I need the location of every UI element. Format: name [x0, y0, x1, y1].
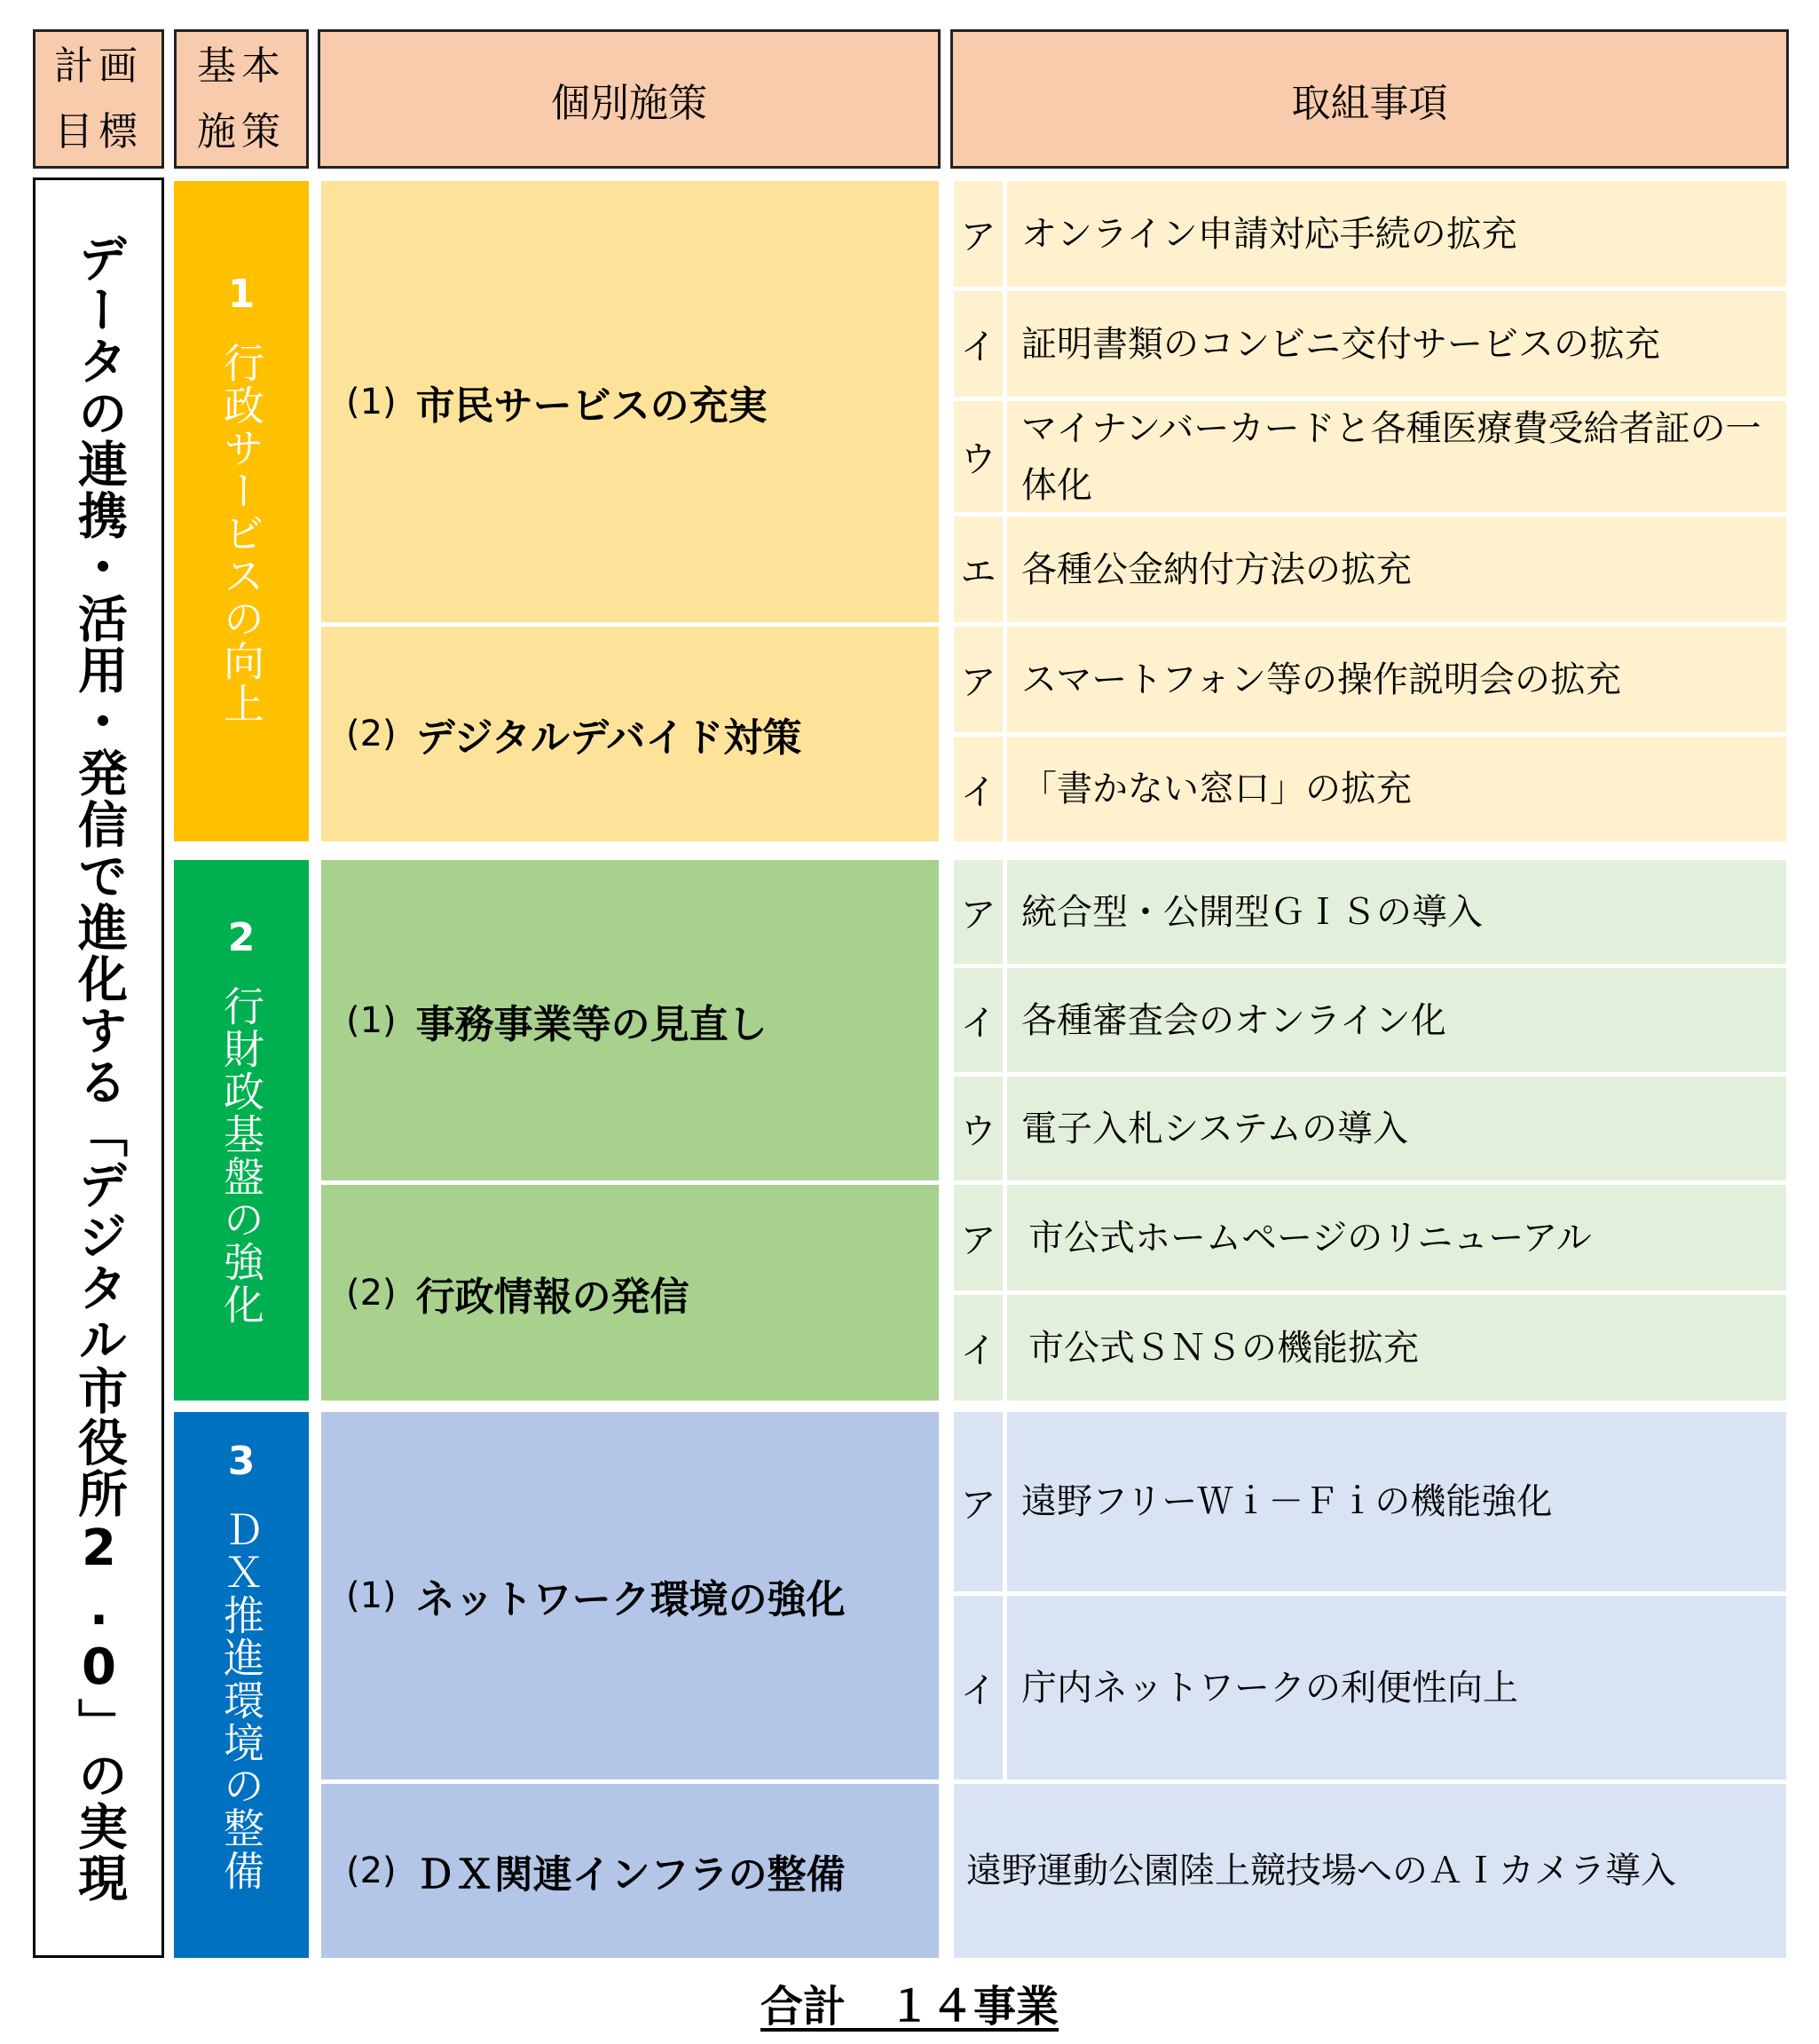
policy-1-1 [321, 181, 939, 622]
basic-policy-2 [174, 860, 309, 1401]
item-2-1-c-letter [954, 1077, 1003, 1180]
item-1-2-b-letter-text: イ [960, 771, 996, 813]
basic-policy-1-title: 行政サービスの向上 [217, 342, 265, 725]
total-label: 合計 １４事業 [760, 1982, 1059, 2032]
item-1-1-b [1007, 291, 1786, 397]
item-2-1-a-text: 統合型・公開型ＧＩＳの導入 [1021, 891, 1483, 933]
item-1-1-c-letter-text: ウ [960, 439, 996, 480]
policy-2-1-title: 事務事業等の見直し [415, 1001, 768, 1047]
policy-3-2-title: ＤＸ関連インフラの整備 [415, 1852, 846, 1898]
item-2-2-a-letter [954, 1185, 1003, 1290]
item-2-1-b-text: 各種審査会のオンライン化 [1021, 999, 1446, 1041]
item-2-1-b-letter-text: イ [960, 1003, 996, 1044]
header-plan-goal-line1: 計画 [54, 43, 143, 89]
item-2-1-b [1007, 968, 1786, 1072]
policy-1-2-number: (2) [346, 714, 397, 754]
item-3-1-b [1007, 1596, 1786, 1780]
item-1-1-c-text: マイナンバーカードと各種医療費受給者証の一体化 [1021, 407, 1761, 506]
item-1-1-d [1007, 517, 1786, 622]
item-1-1-d-letter [954, 517, 1003, 622]
policy-3-2-number: (2) [346, 1851, 397, 1891]
item-2-1-c-letter-text: ウ [960, 1111, 996, 1152]
item-3-1-a [1007, 1412, 1786, 1591]
item-1-1-c-letter [954, 401, 1003, 512]
policy-1-2-title: デジタルデバイド対策 [415, 715, 802, 761]
item-3-1-b-letter-text: イ [960, 1670, 996, 1711]
item-1-1-a-letter-text: ア [960, 217, 996, 257]
item-3-1-a-letter-text: ア [960, 1484, 996, 1526]
item-1-1-a-letter [954, 181, 1003, 287]
item-2-2-a-text: 市公式ホームページのリニューアル [1028, 1217, 1592, 1259]
plan-goal-text: データの連携・活用・発信で進化する「デジタル市役所2.0」の実現 [70, 232, 128, 1904]
item-2-1-a-letter-text: ア [960, 895, 996, 935]
policy-3-2 [321, 1784, 939, 1958]
header-basic-policy [174, 29, 309, 169]
policy-2-2-number: (2) [346, 1272, 397, 1314]
item-1-1-c [1007, 401, 1786, 512]
header-basic-policy-line2: 施策 [197, 108, 286, 154]
item-2-1-b-letter [954, 968, 1003, 1072]
item-2-2-b-letter-text: イ [960, 1330, 996, 1371]
item-3-1-b-text: 庁内ネットワークの利便性向上 [1021, 1667, 1518, 1709]
item-2-1-c [1007, 1077, 1786, 1180]
policy-2-1-number: (1) [346, 999, 397, 1041]
basic-policy-3-title: ＤＸ推進環境の整備 [217, 1509, 265, 1892]
item-1-1-b-text: 証明書類のコンビニ交付サービスの拡充 [1021, 323, 1660, 365]
item-1-2-b-letter [954, 737, 1003, 841]
item-3-1-a-text: 遠野フリーＷｉ－Ｆｉの機能強化 [1021, 1481, 1553, 1522]
basic-policy-1-number: 1 [227, 272, 256, 317]
header-basic-policy-line1: 基本 [197, 43, 286, 89]
item-3-1-b-letter [954, 1596, 1003, 1780]
policy-2-2 [321, 1185, 939, 1401]
policy-1-1-title: 市民サービスの充実 [415, 383, 768, 429]
policy-3-1-title: ネットワーク環境の強化 [415, 1577, 846, 1622]
item-1-2-a-text: スマートフォン等の操作説明会の拡充 [1021, 659, 1621, 700]
basic-policy-3-number: 3 [227, 1439, 256, 1484]
total-footer [0, 1972, 1819, 2034]
plan-goal-box [33, 178, 164, 1958]
item-2-2-b-text: 市公式ＳＮＳの機能拡充 [1028, 1327, 1419, 1369]
basic-policy-2-title: 行財政基盤の強化 [217, 985, 265, 1326]
item-2-1-c-text: 電子入札システムの導入 [1021, 1108, 1408, 1149]
item-2-1-a [1007, 860, 1786, 964]
item-2-2-a [1007, 1185, 1786, 1290]
policy-3-1 [321, 1412, 939, 1780]
item-2-1-a-letter [954, 860, 1003, 964]
policy-2-1 [321, 860, 939, 1180]
policy-1-2 [321, 627, 939, 841]
item-1-1-b-letter-text: イ [960, 327, 996, 367]
item-2-2-a-letter-text: ア [960, 1220, 996, 1261]
item-1-2-b-text: 「書かない窓口」の拡充 [1021, 769, 1412, 809]
item-1-1-a [1007, 181, 1786, 287]
item-3-2-a [954, 1784, 1786, 1958]
item-3-1-a-letter [954, 1412, 1003, 1591]
item-1-1-b-letter [954, 291, 1003, 397]
header-action-items-label: 取組事項 [1291, 80, 1448, 126]
item-2-2-b-letter [954, 1295, 1003, 1401]
header-individual-policy [318, 29, 941, 169]
item-1-1-a-text: オンライン申請対応手続の拡充 [1021, 213, 1517, 255]
item-1-2-a-letter-text: ア [960, 662, 996, 703]
header-plan-goal-line2: 目標 [54, 108, 143, 154]
policy-2-2-title: 行政情報の発信 [415, 1274, 689, 1320]
item-1-2-a-letter [954, 627, 1003, 732]
basic-policy-1 [174, 181, 309, 841]
item-1-1-d-letter-text: エ [960, 552, 996, 593]
header-plan-goal [33, 29, 164, 169]
item-3-2-a-text: 遠野運動公園陸上競技場へのＡＩカメラ導入 [966, 1851, 1676, 1891]
basic-policy-2-number: 2 [227, 915, 256, 960]
item-1-1-d-text: 各種公金納付方法の拡充 [1021, 548, 1412, 590]
item-2-2-b [1007, 1295, 1786, 1401]
basic-policy-3 [174, 1412, 309, 1958]
item-1-2-b [1007, 737, 1786, 841]
policy-1-1-number: (1) [346, 381, 397, 422]
policy-3-1-number: (1) [346, 1575, 397, 1616]
item-1-2-a [1007, 627, 1786, 732]
header-action-items [950, 29, 1789, 169]
header-individual-policy-label: 個別施策 [551, 80, 707, 126]
